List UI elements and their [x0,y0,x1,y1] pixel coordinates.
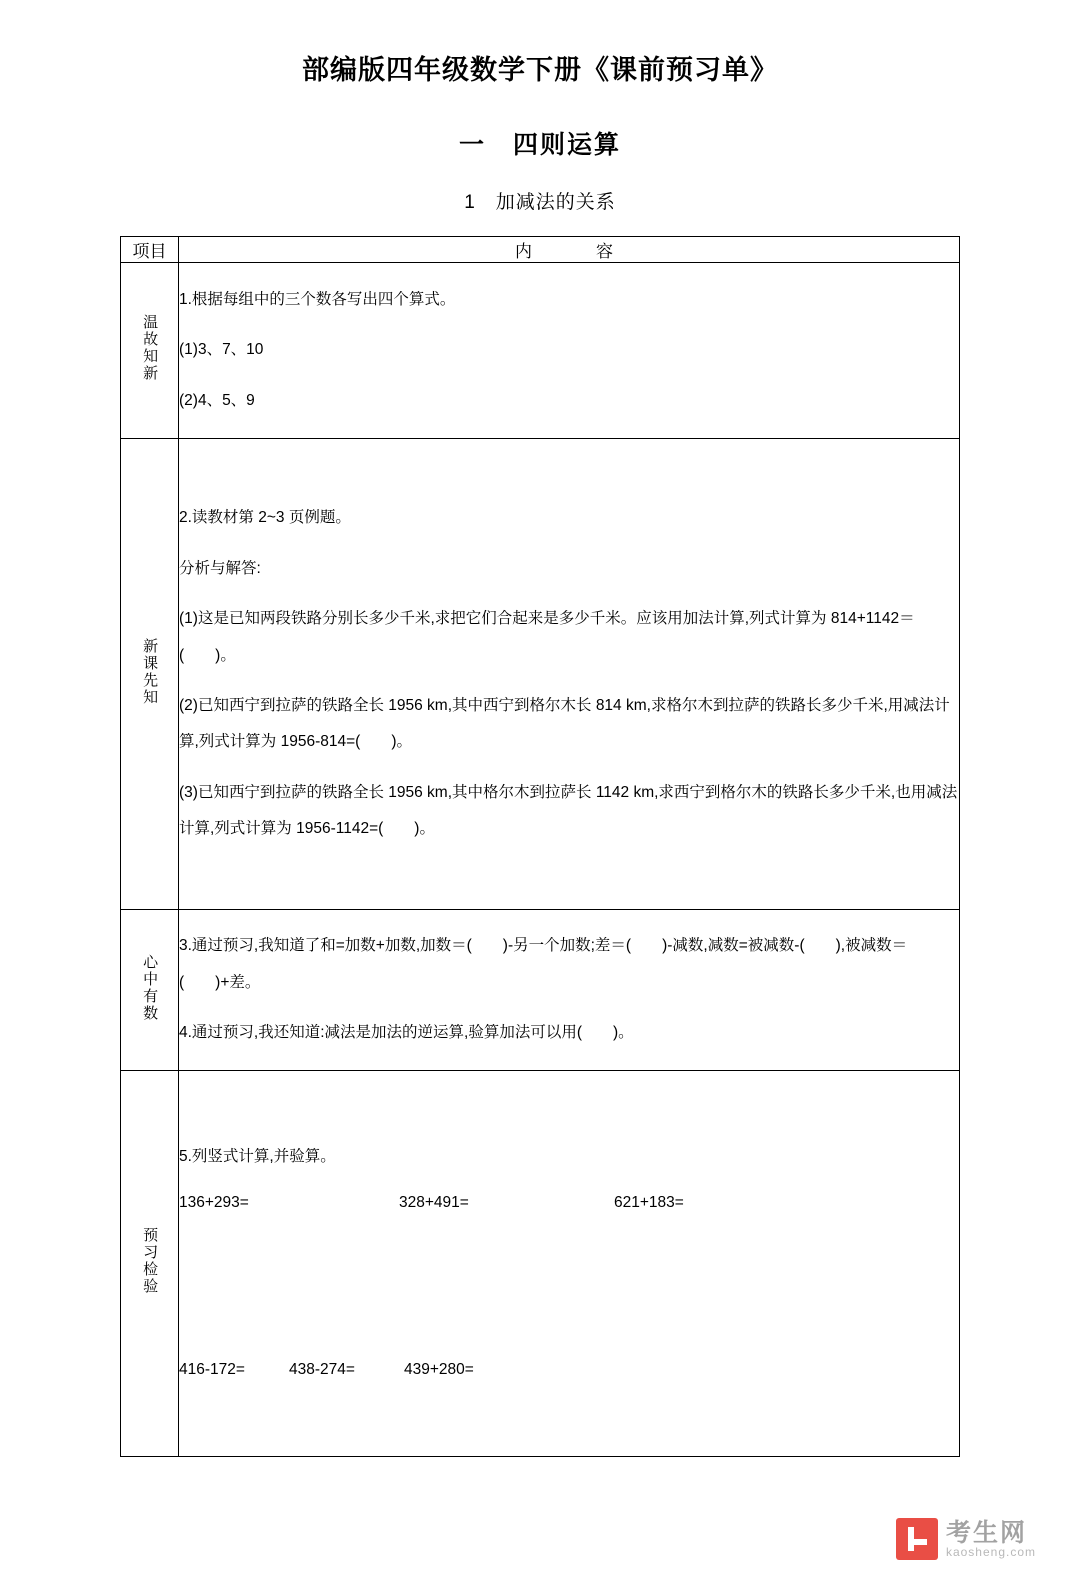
watermark [896,1518,1036,1560]
exercise-item: 438-274= [289,1360,355,1378]
exercise-item: 136+293= [179,1194,249,1212]
table-row [121,263,960,439]
row-content-understanding: 3.通过预习,我知道了和=加数+加数,加数＝( )-另一个加数;差＝( )-减数,减数=被减数-( ),被减数＝( )+差。 4.通过预习,我还知道:减法是加法的逆运算,验算加法可以用( )。 [179,910,960,1071]
unit-title: 一 四则运算 [458,132,621,159]
lesson-title: 1 加减法的关系 [464,192,616,213]
header-cell-project: 项目 [121,237,179,263]
table-row [121,439,960,910]
document-page [0,48,1080,1584]
exercise-item: 439+280= [404,1360,474,1378]
table-header-row [121,237,960,263]
work-space [179,1222,959,1342]
row-label-review: 温故知新 [121,263,179,439]
exercise-item: 621+183= [614,1194,684,1212]
row-content-review: 1.根据每组中的三个数各写出四个算式。 (1)3、7、10 (2)4、5、9 [179,263,960,439]
row-label-understanding: 心中有数 [121,910,179,1071]
row-label-check: 预习检验 [121,1071,179,1457]
watermark-name: 考生网 [945,1518,1027,1547]
table-row [121,1071,960,1457]
watermark-logo-icon [896,1518,938,1560]
exercise-row-1 [179,1185,959,1221]
row-label-newlesson: 新课先知 [121,439,179,910]
exercise-row-2 [179,1352,959,1388]
header-cell-content: 内 容 [179,237,960,263]
watermark-domain: kaosheng.com [945,1544,1036,1559]
row-content-newlesson: 2.读教材第 2~3 页例题。 分析与解答: (1)这是已知两段铁路分别长多少千米,求把它们合起来是多少千米。应该用加法计算,列式计算为 814+1142＝( )。 (2)已知西宁到拉萨的铁路全长 1956 km,其中西宁到格尔木长 814 km,求格尔木到拉萨的铁路长多少千米,用减法计算,列式计算为 1956-814=( )。 (3)已知西宁到拉萨的铁路全长 1956 km,其中格尔木到拉萨长 1142 km,求西宁到格尔木的铁路长多少千米,也用减法计算,列式计算为 1956-1142=( )。 [179,439,960,910]
preview-sheet-table [120,236,960,1457]
row-content-check: 5.列竖式计算,并验算。 136+293= 328+491= 621+183= 416-172= 438-274= 439+280= [179,1071,960,1457]
exercise-item: 328+491= [399,1194,469,1212]
table-row [121,910,960,1071]
exercise-item: 416-172= [179,1360,245,1378]
page-title: 部编版四年级数学下册《课前预习单》 [302,55,778,85]
